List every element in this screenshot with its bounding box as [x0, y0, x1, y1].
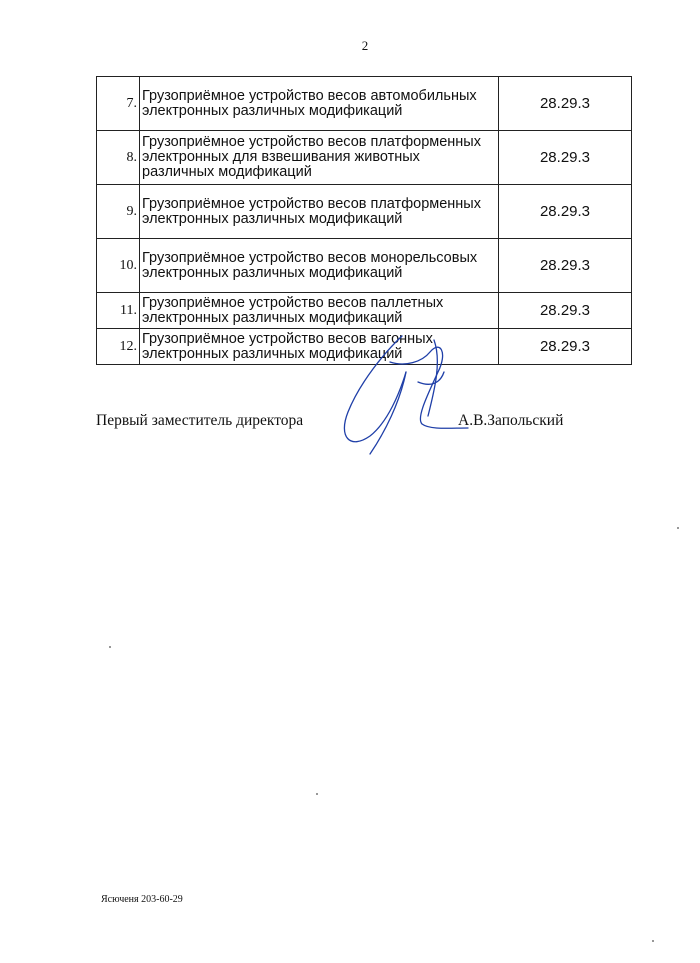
table-row — [97, 185, 632, 239]
scan-speck — [316, 793, 318, 795]
table-row — [97, 77, 632, 131]
row-number: 7. — [97, 77, 140, 131]
row-name: Грузоприёмное устройство весов вагонных электронных различных модификаций — [140, 329, 499, 365]
signatory-position: Первый заместитель директора — [96, 412, 304, 429]
table-row — [97, 239, 632, 293]
scan-speck — [109, 646, 111, 648]
row-number: 12. — [97, 329, 140, 365]
row-number: 8. — [97, 131, 140, 185]
row-name: Грузоприёмное устройство весов монорельсовых электронных различных модификаций — [140, 239, 499, 293]
signatory-name: А.В.Запольский — [458, 412, 564, 429]
row-name: Грузоприёмное устройство весов автомобильных электронных различных модификаций — [140, 77, 499, 131]
row-code: 28.29.3 — [499, 185, 632, 239]
handwritten-signature — [330, 332, 470, 462]
table-row — [97, 293, 632, 329]
executor-footer: Ясюченя 203-60-29 — [101, 894, 183, 905]
row-code: 28.29.3 — [499, 239, 632, 293]
page-number: 2 — [361, 38, 369, 53]
items-table — [96, 76, 632, 365]
row-number: 9. — [97, 185, 140, 239]
row-code: 28.29.3 — [499, 293, 632, 329]
row-code: 28.29.3 — [499, 131, 632, 185]
row-name: Грузоприёмное устройство весов платформенных электронных для взвешивания животных различных модификаций — [140, 131, 499, 185]
row-code: 28.29.3 — [499, 77, 632, 131]
scan-speck — [677, 527, 679, 529]
table-row — [97, 131, 632, 185]
scan-speck — [652, 940, 654, 942]
row-number: 10. — [97, 239, 140, 293]
row-name: Грузоприёмное устройство весов паллетных электронных различных модификаций — [140, 293, 499, 329]
row-name: Грузоприёмное устройство весов платформенных электронных различных модификаций — [140, 185, 499, 239]
row-code: 28.29.3 — [499, 329, 632, 365]
row-number: 11. — [97, 293, 140, 329]
